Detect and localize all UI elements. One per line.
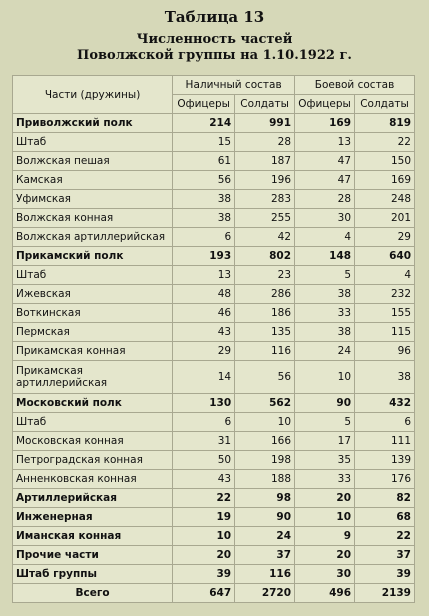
unit-name-cell: Штаб — [13, 133, 173, 152]
value-cell: 28 — [235, 133, 295, 152]
table-body — [13, 114, 415, 603]
value-cell: 20 — [295, 546, 355, 565]
value-cell: 90 — [235, 508, 295, 527]
table-row — [13, 470, 415, 489]
value-cell: 22 — [173, 489, 235, 508]
value-cell: 24 — [235, 527, 295, 546]
header-soldiers-present: Солдаты — [235, 95, 295, 114]
unit-name-cell: Прикамская артиллерийская — [13, 361, 173, 394]
value-cell: 991 — [235, 114, 295, 133]
value-cell: 193 — [173, 247, 235, 266]
value-cell: 47 — [295, 152, 355, 171]
table-row — [13, 527, 415, 546]
value-cell: 2720 — [235, 584, 295, 603]
value-cell: 82 — [355, 489, 415, 508]
value-cell: 496 — [295, 584, 355, 603]
value-cell: 802 — [235, 247, 295, 266]
value-cell: 20 — [173, 546, 235, 565]
value-cell: 148 — [295, 247, 355, 266]
table-row — [13, 114, 415, 133]
value-cell: 9 — [295, 527, 355, 546]
value-cell: 13 — [173, 266, 235, 285]
value-cell: 186 — [235, 304, 295, 323]
value-cell: 38 — [173, 190, 235, 209]
table-row — [13, 152, 415, 171]
value-cell: 6 — [355, 413, 415, 432]
table-row — [13, 342, 415, 361]
unit-name-cell: Прикамский полк — [13, 247, 173, 266]
value-cell: 116 — [235, 565, 295, 584]
value-cell: 17 — [295, 432, 355, 451]
value-cell: 4 — [295, 228, 355, 247]
value-cell: 10 — [235, 413, 295, 432]
value-cell: 115 — [355, 323, 415, 342]
value-cell: 35 — [295, 451, 355, 470]
table-row — [13, 133, 415, 152]
unit-name-cell: Анненковская конная — [13, 470, 173, 489]
table-row — [13, 323, 415, 342]
value-cell: 150 — [355, 152, 415, 171]
value-cell: 169 — [295, 114, 355, 133]
table-caption — [0, 0, 429, 64]
unit-name-cell: Артиллерийская — [13, 489, 173, 508]
table-row — [13, 565, 415, 584]
table-row — [13, 285, 415, 304]
value-cell: 33 — [295, 304, 355, 323]
value-cell: 198 — [235, 451, 295, 470]
value-cell: 29 — [355, 228, 415, 247]
value-cell: 286 — [235, 285, 295, 304]
table-row — [13, 361, 415, 394]
value-cell: 13 — [295, 133, 355, 152]
value-cell: 47 — [295, 171, 355, 190]
header-soldiers-combat: Солдаты — [355, 95, 415, 114]
table-row — [13, 171, 415, 190]
table-row — [13, 394, 415, 413]
unit-name-cell: Пермская — [13, 323, 173, 342]
value-cell: 50 — [173, 451, 235, 470]
header-officers-present: Офицеры — [173, 95, 235, 114]
value-cell: 28 — [295, 190, 355, 209]
table-row — [13, 228, 415, 247]
value-cell: 2139 — [355, 584, 415, 603]
value-cell: 30 — [295, 209, 355, 228]
value-cell: 166 — [235, 432, 295, 451]
table-row — [13, 546, 415, 565]
value-cell: 56 — [173, 171, 235, 190]
value-cell: 37 — [355, 546, 415, 565]
header-present: Наличный состав — [173, 76, 295, 95]
value-cell: 23 — [235, 266, 295, 285]
value-cell: 46 — [173, 304, 235, 323]
value-cell: 96 — [355, 342, 415, 361]
value-cell: 43 — [173, 323, 235, 342]
value-cell: 68 — [355, 508, 415, 527]
value-cell: 196 — [235, 171, 295, 190]
unit-name-cell: Всего — [13, 584, 173, 603]
value-cell: 22 — [355, 527, 415, 546]
value-cell: 38 — [173, 209, 235, 228]
value-cell: 22 — [355, 133, 415, 152]
unit-name-cell: Приволжский полк — [13, 114, 173, 133]
unit-name-cell: Камская — [13, 171, 173, 190]
value-cell: 15 — [173, 133, 235, 152]
value-cell: 24 — [295, 342, 355, 361]
value-cell: 5 — [295, 266, 355, 285]
unit-name-cell: Петроградская конная — [13, 451, 173, 470]
value-cell: 48 — [173, 285, 235, 304]
value-cell: 283 — [235, 190, 295, 209]
unit-name-cell: Прочие части — [13, 546, 173, 565]
table-row — [13, 266, 415, 285]
unit-name-cell: Уфимская — [13, 190, 173, 209]
value-cell: 139 — [355, 451, 415, 470]
value-cell: 39 — [355, 565, 415, 584]
value-cell: 562 — [235, 394, 295, 413]
table-row — [13, 489, 415, 508]
value-cell: 214 — [173, 114, 235, 133]
value-cell: 130 — [173, 394, 235, 413]
table-number: Таблица 13 — [164, 8, 265, 26]
unit-name-cell: Воткинская — [13, 304, 173, 323]
table-row — [13, 432, 415, 451]
value-cell: 31 — [173, 432, 235, 451]
value-cell: 432 — [355, 394, 415, 413]
table-row — [13, 413, 415, 432]
value-cell: 169 — [355, 171, 415, 190]
unit-name-cell: Штаб группы — [13, 565, 173, 584]
value-cell: 647 — [173, 584, 235, 603]
unit-name-cell: Волжская конная — [13, 209, 173, 228]
value-cell: 188 — [235, 470, 295, 489]
value-cell: 90 — [295, 394, 355, 413]
value-cell: 19 — [173, 508, 235, 527]
value-cell: 37 — [235, 546, 295, 565]
value-cell: 61 — [173, 152, 235, 171]
strength-table — [12, 75, 415, 603]
value-cell: 43 — [173, 470, 235, 489]
value-cell: 30 — [295, 565, 355, 584]
unit-name-cell: Инженерная — [13, 508, 173, 527]
unit-name-cell: Иманская конная — [13, 527, 173, 546]
value-cell: 10 — [295, 508, 355, 527]
value-cell: 6 — [173, 228, 235, 247]
value-cell: 56 — [235, 361, 295, 394]
unit-name-cell: Ижевская — [13, 285, 173, 304]
table-title-line2: Поволжской группы на 1.10.1922 г. — [77, 48, 352, 63]
value-cell: 819 — [355, 114, 415, 133]
value-cell: 39 — [173, 565, 235, 584]
value-cell: 640 — [355, 247, 415, 266]
value-cell: 33 — [295, 470, 355, 489]
table-row — [13, 190, 415, 209]
unit-name-cell: Штаб — [13, 266, 173, 285]
value-cell: 248 — [355, 190, 415, 209]
unit-name-cell: Волжская артиллерийская — [13, 228, 173, 247]
value-cell: 10 — [295, 361, 355, 394]
value-cell: 4 — [355, 266, 415, 285]
table-row — [13, 508, 415, 527]
header-officers-combat: Офицеры — [295, 95, 355, 114]
value-cell: 255 — [235, 209, 295, 228]
table-row — [13, 209, 415, 228]
value-cell: 20 — [295, 489, 355, 508]
value-cell: 5 — [295, 413, 355, 432]
unit-name-cell: Московский полк — [13, 394, 173, 413]
unit-name-cell: Прикамская конная — [13, 342, 173, 361]
header-combat: Боевой состав — [295, 76, 415, 95]
value-cell: 14 — [173, 361, 235, 394]
value-cell: 38 — [295, 323, 355, 342]
value-cell: 38 — [295, 285, 355, 304]
value-cell: 38 — [355, 361, 415, 394]
value-cell: 6 — [173, 413, 235, 432]
unit-name-cell: Московская конная — [13, 432, 173, 451]
value-cell: 116 — [235, 342, 295, 361]
value-cell: 29 — [173, 342, 235, 361]
value-cell: 232 — [355, 285, 415, 304]
table-row — [13, 451, 415, 470]
value-cell: 111 — [355, 432, 415, 451]
header-units: Части (дружины) — [13, 76, 173, 114]
value-cell: 201 — [355, 209, 415, 228]
table-row — [13, 584, 415, 603]
value-cell: 187 — [235, 152, 295, 171]
value-cell: 98 — [235, 489, 295, 508]
unit-name-cell: Волжская пешая — [13, 152, 173, 171]
value-cell: 176 — [355, 470, 415, 489]
table-title-line1: Численность частей — [136, 32, 293, 47]
table-row — [13, 247, 415, 266]
value-cell: 42 — [235, 228, 295, 247]
value-cell: 135 — [235, 323, 295, 342]
value-cell: 10 — [173, 527, 235, 546]
table-row — [13, 304, 415, 323]
value-cell: 155 — [355, 304, 415, 323]
unit-name-cell: Штаб — [13, 413, 173, 432]
